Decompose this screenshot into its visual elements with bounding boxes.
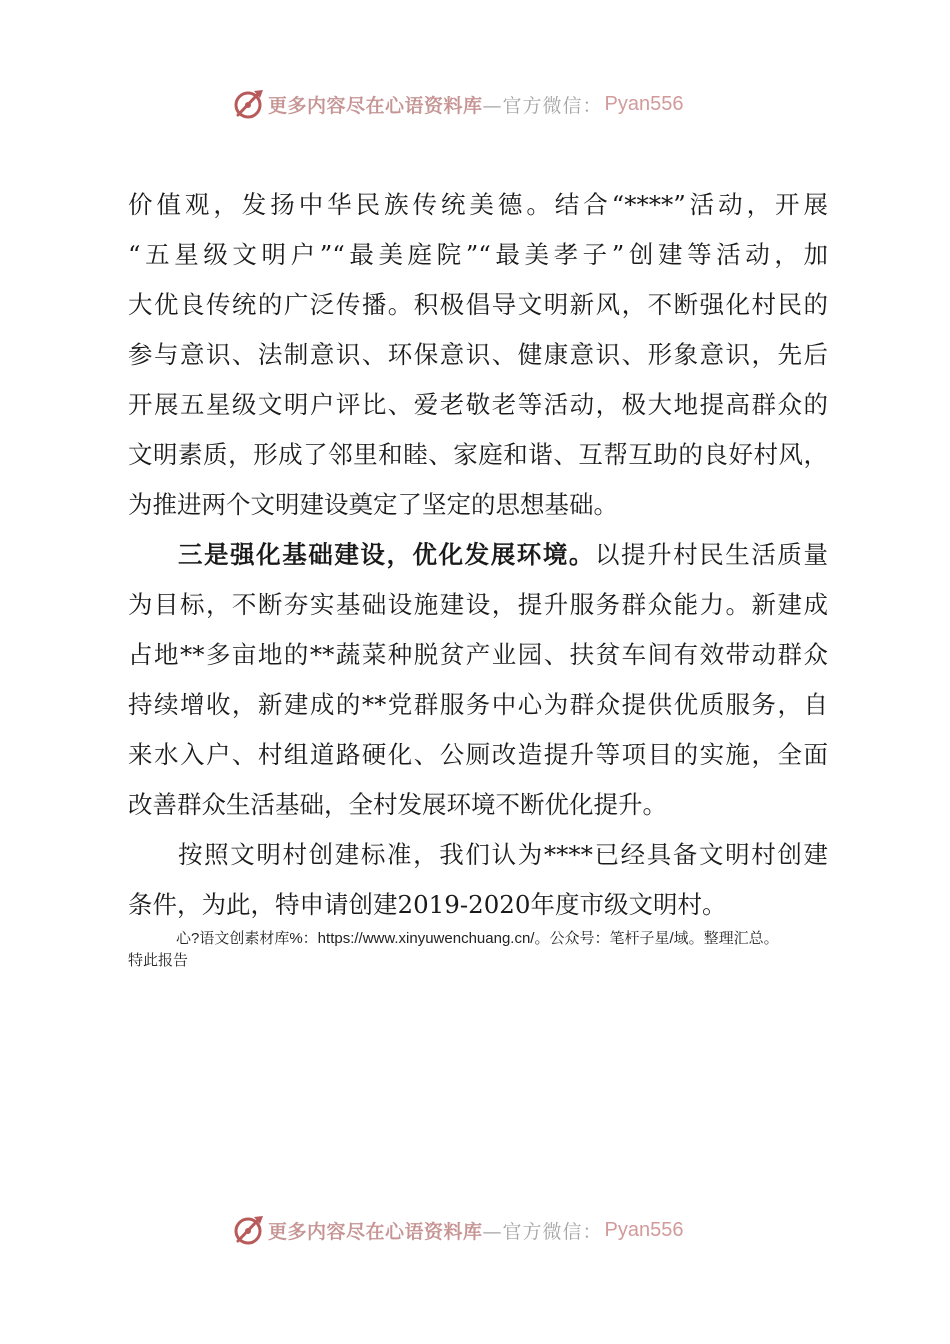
paragraph-line: 为推进两个文明建设奠定了坚定的思想基础。 <box>128 490 618 519</box>
section-heading-continuation: 以提升村民生活质量 <box>595 540 828 569</box>
footer-banner <box>0 1208 950 1248</box>
paragraph-line: “五星级文明户”“最美庭院”“最美孝子”创建等活动，加 <box>128 240 828 269</box>
footer-banner-separator: —官方微信： <box>482 1220 603 1243</box>
paragraph-line: 占地**多亩地的**蔬菜种脱贫产业园、扶贫车间有效带动群众 <box>128 640 828 669</box>
source-note-line: 心?语文创素材库%：https://www.xinyuwenchuang.cn/。公众号：笔杆子星/域。整理汇总。 <box>176 930 779 947</box>
footer-banner-text: 更多内容尽在心语资料库 <box>268 1220 483 1243</box>
logo-icon <box>232 87 266 121</box>
section-heading: 三是强化基础建设，优化发展环境。 <box>178 540 595 569</box>
header-banner-separator: —官方微信： <box>482 94 603 117</box>
source-note <box>128 928 844 972</box>
paragraph-line: 改善群众生活基础，全村发展环境不断优化提升。 <box>128 790 667 819</box>
paragraph-line: 参与意识、法制意识、环保意识、健康意识、形象意识，先后 <box>128 340 828 369</box>
paragraph-line: 来水入户、村组道路硬化、公厕改造提升等项目的实施，全面 <box>128 740 828 769</box>
header-banner-text: 更多内容尽在心语资料库 <box>268 94 483 117</box>
paragraph-line: 持续增收，新建成的**党群服务中心为群众提供优质服务，自 <box>128 690 828 719</box>
closing-remark: 特此报告 <box>128 952 189 969</box>
paragraph-line: 条件，为此，特申请创建2019-2020年度市级文明村。 <box>128 890 727 919</box>
paragraph-line: 大优良传统的广泛传播。积极倡导文明新风，不断强化村民的 <box>128 290 828 319</box>
paragraph-line: 为目标，不断夯实基础设施建设，提升服务群众能力。新建成 <box>128 590 828 619</box>
paragraph-line: 开展五星级文明户评比、爱老敬老等活动，极大地提高群众的 <box>128 390 828 419</box>
header-banner <box>0 82 950 122</box>
footer-banner-account: Pyan556 <box>604 1218 684 1241</box>
section-heading-line <box>128 530 828 580</box>
paragraph-line: 按照文明村创建标准，我们认为****已经具备文明村创建 <box>178 840 828 869</box>
paragraph-line: 价值观，发扬中华民族传统美德。结合“****”活动，开展 <box>128 190 828 219</box>
paragraph-line: 文明素质，形成了邻里和睦、家庭和谐、互帮互助的良好村风， <box>128 440 828 469</box>
logo-icon <box>232 1213 266 1247</box>
document-body <box>128 180 828 930</box>
header-banner-account: Pyan556 <box>604 92 684 115</box>
